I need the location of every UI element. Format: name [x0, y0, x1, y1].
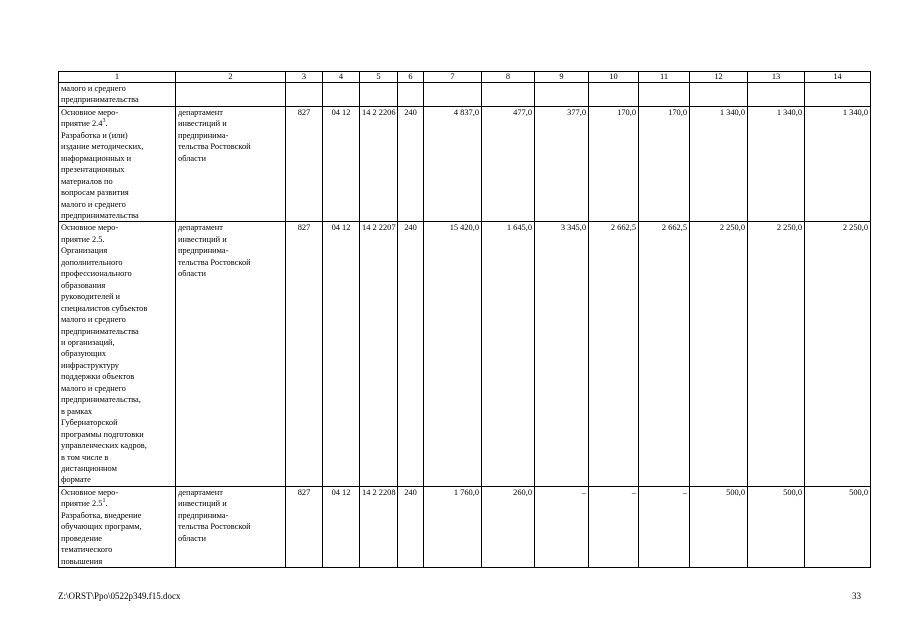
- amount-cell: 500,0: [805, 486, 871, 567]
- table-row: [59, 486, 871, 567]
- page-number: 33: [852, 591, 861, 601]
- code-cell: [398, 83, 424, 107]
- activity-name: Основное меро- приятие 2.5: [61, 487, 119, 509]
- code-cell: 04 12: [323, 222, 360, 486]
- column-header: 3: [286, 72, 323, 83]
- amount-cell: 4 837,0: [424, 106, 482, 222]
- code-cell: 04 12: [323, 106, 360, 222]
- amount-cell: –: [639, 486, 690, 567]
- code-cell: [286, 83, 323, 107]
- amount-cell: 377,0: [535, 106, 589, 222]
- amount-cell: 2 250,0: [748, 222, 805, 486]
- amount-cell: 500,0: [748, 486, 805, 567]
- activity-name-cell: [59, 106, 176, 222]
- code-cell: 827: [286, 486, 323, 567]
- amount-cell: 1 340,0: [690, 106, 748, 222]
- footnote-mark: 1: [102, 498, 106, 505]
- activity-name: Основное меро- приятие 2.5. Организация дополнительного профессионального образования руководителей и специалистов субъектов малого и среднего предпринимательства и организаций, образующих инфраструктуру поддержки объектов малого и среднего предпринимательства, в рамках Губернаторской программы подготовки управленческих кадров, в том числе в дистанционном формате: [61, 223, 148, 485]
- amount-cell: 1 760,0: [424, 486, 482, 567]
- column-header: 9: [535, 72, 589, 83]
- header-row: [59, 72, 871, 83]
- amount-cell: 1 645,0: [482, 222, 535, 486]
- code-cell: 827: [286, 222, 323, 486]
- column-header: 4: [323, 72, 360, 83]
- amount-cell: [424, 83, 482, 107]
- amount-cell: [690, 83, 748, 107]
- table-row: [59, 83, 871, 107]
- column-header: 6: [398, 72, 424, 83]
- table-row: [59, 222, 871, 486]
- code-cell: 240: [398, 106, 424, 222]
- executor-cell: [176, 83, 286, 107]
- amount-cell: [805, 83, 871, 107]
- amount-cell: 15 420,0: [424, 222, 482, 486]
- amount-cell: 2 662,5: [589, 222, 639, 486]
- column-header: 2: [176, 72, 286, 83]
- column-header: 1: [59, 72, 176, 83]
- amount-cell: 170,0: [589, 106, 639, 222]
- program-table: [58, 71, 871, 568]
- amount-cell: 1 340,0: [805, 106, 871, 222]
- code-cell: 14 2 2208: [360, 486, 398, 567]
- activity-name: малого и среднего предпринимательства: [61, 84, 139, 105]
- amount-cell: 170,0: [639, 106, 690, 222]
- file-path: Z:\ORST\Ppo\0522p349.f15.docx: [58, 591, 181, 601]
- code-cell: 14 2 2206: [360, 106, 398, 222]
- activity-name-cell: [59, 486, 176, 567]
- amount-cell: [639, 83, 690, 107]
- activity-name-cell: [59, 83, 176, 107]
- footnote-mark: 3: [102, 118, 106, 125]
- amount-cell: [748, 83, 805, 107]
- amount-cell: 2 662,5: [639, 222, 690, 486]
- column-header: 8: [482, 72, 535, 83]
- table-row: [59, 106, 871, 222]
- amount-cell: 3 345,0: [535, 222, 589, 486]
- amount-cell: 1 340,0: [748, 106, 805, 222]
- code-cell: [360, 83, 398, 107]
- amount-cell: 500,0: [690, 486, 748, 567]
- column-header: 13: [748, 72, 805, 83]
- amount-cell: [535, 83, 589, 107]
- activity-name: Основное меро- приятие 2.4: [61, 107, 119, 129]
- column-header: 5: [360, 72, 398, 83]
- code-cell: 04 12: [323, 486, 360, 567]
- amount-cell: –: [535, 486, 589, 567]
- amount-cell: 2 250,0: [690, 222, 748, 486]
- amount-cell: 260,0: [482, 486, 535, 567]
- code-cell: 827: [286, 106, 323, 222]
- amount-cell: 2 250,0: [805, 222, 871, 486]
- column-header: 11: [639, 72, 690, 83]
- amount-cell: [589, 83, 639, 107]
- executor-cell: департамент инвестиций и предпринима- тельства Ростовской области: [176, 106, 286, 222]
- code-cell: 240: [398, 486, 424, 567]
- amount-cell: –: [589, 486, 639, 567]
- executor-cell: департамент инвестиций и предпринима- тельства Ростовской области: [176, 222, 286, 486]
- column-header: 12: [690, 72, 748, 83]
- column-header: 10: [589, 72, 639, 83]
- activity-name-cell: [59, 222, 176, 486]
- executor-cell: департамент инвестиций и предпринима- тельства Ростовской области: [176, 486, 286, 567]
- code-cell: 14 2 2207: [360, 222, 398, 486]
- column-header: 7: [424, 72, 482, 83]
- activity-name-continued: . Разработка, внедрение обучающих программ, проведение тематического повышения: [61, 499, 142, 566]
- column-header: 14: [805, 72, 871, 83]
- code-cell: 240: [398, 222, 424, 486]
- amount-cell: [482, 83, 535, 107]
- code-cell: [323, 83, 360, 107]
- amount-cell: 477,0: [482, 106, 535, 222]
- activity-name-continued: . Разработка и (или) издание методических, информационных и презентационных материалов по вопросам развития малого и среднего предпринимательства: [61, 119, 144, 220]
